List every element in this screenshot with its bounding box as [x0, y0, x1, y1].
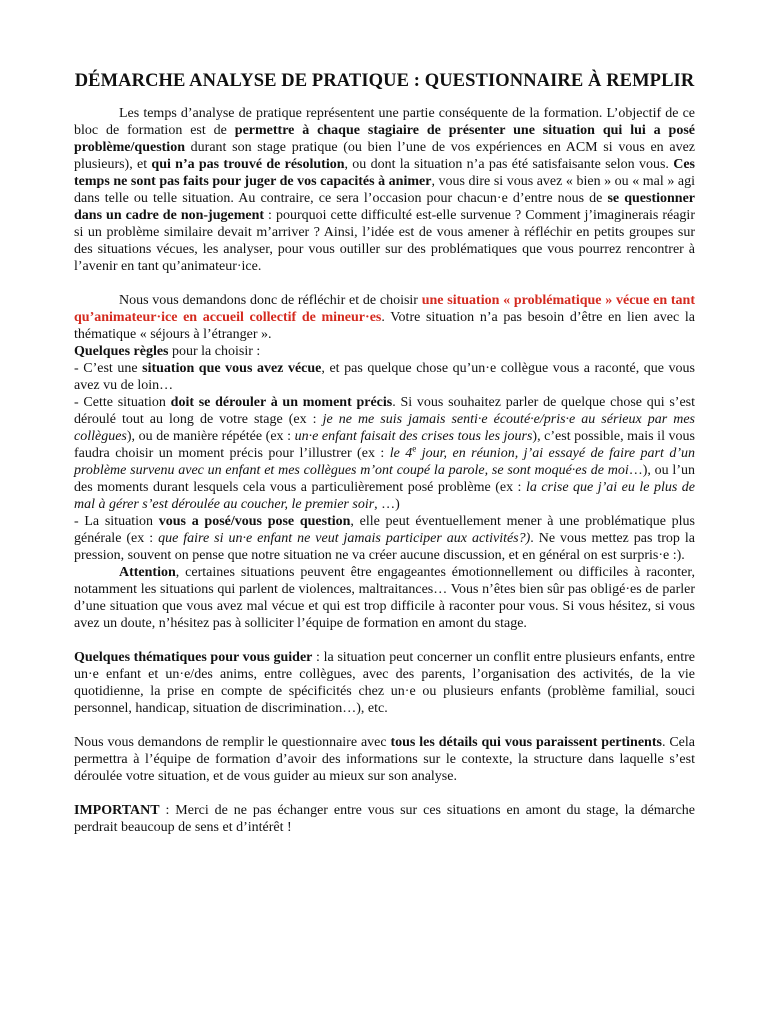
spacer [74, 785, 695, 802]
rule-3-example: que faire si un·e enfant ne veut jamais participer aux activités?) [158, 531, 531, 546]
spacer [74, 717, 695, 734]
rule-1 [74, 360, 695, 394]
important-paragraph [74, 802, 695, 836]
rule-1-text-2: , et pas quelque chose qu’un·e collègue vous a raconté, que vous avez vu de loin… [74, 361, 695, 393]
rule-3-text-3: . Ne vous mettez pas trop la pression, souvent on pense que notre situation ne va créer aucune discussion, et en général on est surpris·e :). [74, 531, 695, 563]
themes-text: : la situation peut concerner un conflit entre plusieurs enfants, entre un·e enfant et un·e/des anims, entre collègues, avec des parents, l’organisation des activités, de la vie quotidienne, la prise en compte de spécificités chez un·e ou plusieurs enfants (problème familial, souci personnel, handicap, situation de discrimination…), etc. [74, 650, 696, 716]
themes-label: Quelques thématiques pour vous guider [74, 650, 313, 665]
choice-paragraph [74, 292, 695, 343]
important-text: : Merci de ne pas échanger entre vous sur ces situations en amont du stage, la démarche perdrait beaucoup de sens et d’intérêt ! [74, 803, 695, 835]
attention-label: Attention [119, 565, 176, 580]
intro-bold-2: qui n’a pas trouvé de résolution [151, 157, 345, 172]
intro-text-2: durant son stage pratique (ou bien l’une de vos expériences en ACM si vous en avez plusieurs), et [74, 140, 695, 172]
rule-2-bold: doit se dérouler à un moment précis [170, 395, 393, 410]
rule-3 [74, 513, 695, 564]
intro-text-1: Les temps d’analyse de pratique représentent une partie conséquente de la formation. L’objectif de ce bloc de formation est de [74, 106, 695, 138]
rules-heading-bold: Quelques règles [74, 344, 169, 359]
fill-paragraph [74, 734, 695, 785]
rule-1-bold: situation que vous avez vécue [142, 361, 322, 376]
rule-3-bold: vous a posé/vous pose question [158, 514, 351, 529]
intro-bold-4: se questionner dans un cadre de non-jugement [74, 191, 696, 223]
intro-bold-1: permettre à chaque stagiaire de présenter une situation qui lui a posé problème/question [74, 123, 696, 155]
choice-text-2: . Votre situation n’a pas besoin d’être en lien avec la thématique « séjours à l’étranger ». [74, 310, 695, 342]
rule-3-text-2: , elle peut éventuellement mener à une problématique plus générale (ex : [74, 514, 695, 546]
important-label: IMPORTANT [74, 803, 160, 818]
choice-text-1: Nous vous demandons donc de réfléchir et de choisir [119, 293, 422, 308]
intro-text-4: , vous dire si vous avez « bien » ou « mal » agi dans telle ou telle situation. Au contraire, ce sera l’occasion pour chacun·e d’entre nous de [74, 174, 695, 206]
attention-paragraph [74, 564, 695, 632]
intro-text-3: , ou dont la situation n’a pas été satisfaisante selon vous. [344, 157, 674, 172]
document-title: DÉMARCHE ANALYSE DE PRATIQUE : QUESTIONNAIRE À REMPLIR [74, 71, 695, 91]
intro-text-5: : pourquoi cette difficulté est-elle survenue ? Comment j’imaginerais réagir si un problème similaire devait m’arriver ? Ainsi, l’idée est de vous amener à réfléchir en petits groupes sur des situations vécues, les analyser, pour vous outiller sur des problématiques que vous pourrez rencontrer à l’avenir en tant qu’animateur·ice. [74, 208, 695, 274]
rule-2-text-3: ), ou de manière répétée (ex : [126, 429, 295, 444]
rule-2-text-6: , …) [374, 497, 400, 512]
spacer [74, 632, 695, 649]
rule-2-text-5: …), ou l’un des moments durant lesquels cela vous a particulièrement posé problème (ex : [74, 463, 695, 495]
intro-paragraph [74, 105, 695, 275]
fill-text-2: . Cela permettra à l’équipe de formation d’avoir des informations sur le contexte, la structure dans laquelle s’est déroulée votre situation, et de vous guider au mieux sur son analyse. [74, 735, 695, 784]
choice-highlight: une situation « problématique » vécue en tant qu’animateur·ice en accueil collectif de mineur·es [74, 293, 695, 325]
rule-3-text-1: - La situation [74, 514, 159, 529]
rule-2-text-2: . Si vous souhaitez parler de quelque chose qui s’est déroulé tout au long de votre stage (ex : [74, 395, 696, 427]
rules-heading [74, 343, 695, 360]
fill-text-1: Nous vous demandons de remplir le questionnaire avec [74, 735, 391, 750]
spacer [74, 275, 695, 292]
rule-2-example-3a: le 4 [389, 446, 413, 461]
rule-2-text-4: ), c’est possible, mais il vous faudra choisir un moment précis pour l’illustrer (ex : [74, 429, 695, 461]
intro-bold-3: Ces temps ne sont pas faits pour juger de vos capacités à animer [74, 157, 695, 189]
rule-2-text-1: - Cette situation [74, 395, 171, 410]
rule-2-example-1: je ne me suis jamais senti·e écouté·e/pris·e au sérieux par mes collègues [74, 412, 695, 444]
attention-text: , certaines situations peuvent être engageantes émotionnellement ou difficiles à raconter, notamment les situations qui parlent de violences, maltraitances… Vous n’êtes bien sûr pas obligé·es de parler d’une situation que vous avez mal vécue et qui est trop difficile à raconter pour vous. Si vous hésitez, si vous avez un doute, n’hésitez pas à solliciter l’équipe de formation en amont du stage. [74, 565, 695, 631]
rule-2-superscript: e [412, 443, 417, 454]
rules-heading-rest: pour la choisir : [168, 344, 261, 359]
rule-2-example-4: la crise que j’ai eu le plus de mal à gérer s’est déroulée au coucher, le premier soir [74, 480, 695, 512]
rule-2-example-3b: jour, en réunion, j’ai essayé de faire part d’un problème survenu avec un enfant et mes collègues m’ont coupé la parole, se sont moqué·es de moi [74, 446, 695, 478]
fill-bold: tous les détails qui vous paraissent pertinents [390, 735, 662, 750]
rule-1-text-1: - C’est une [74, 361, 143, 376]
rule-2-example-2: un·e enfant faisait des crises tous les jours [294, 429, 533, 444]
rule-2 [74, 394, 695, 513]
themes-paragraph [74, 649, 695, 717]
